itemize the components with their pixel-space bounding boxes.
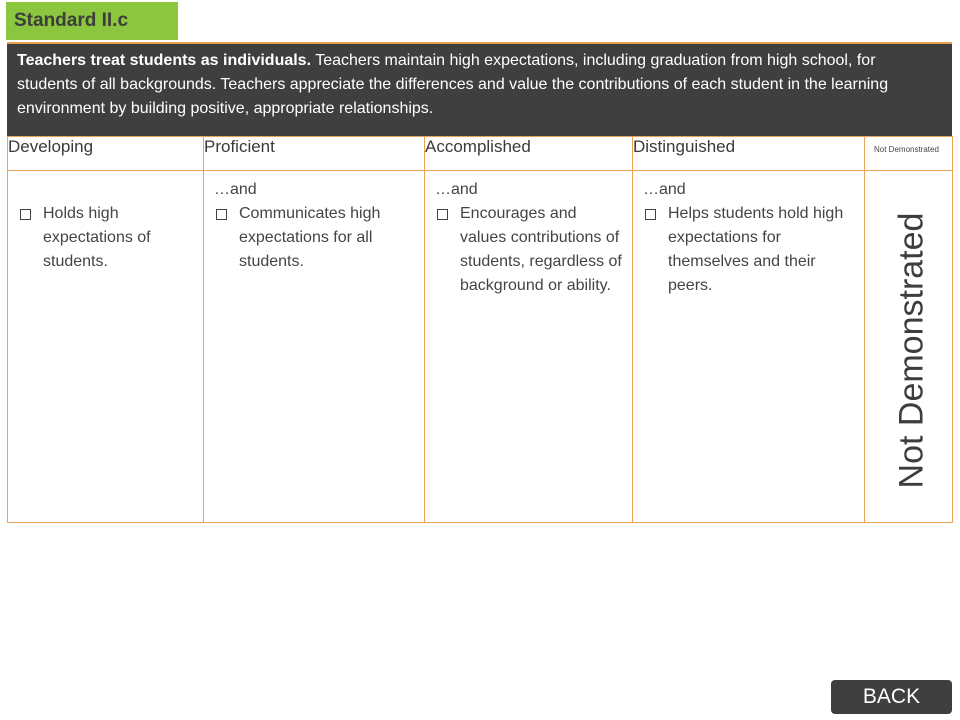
item-lead: …and [643,181,686,198]
rubric-item [435,202,622,298]
column-header-accomplished: Accomplished [425,137,633,171]
cell-distinguished [633,171,865,523]
rubric-header-row [8,137,953,171]
item-text: Encourages and values contributions of students, regardless of background or ability. [460,205,622,294]
standard-statement: Teachers treat students as individuals. [17,52,312,69]
rubric-item [643,202,854,298]
item-text: Holds high expectations of students. [43,205,151,270]
back-button[interactable]: BACK [831,680,952,714]
standard-tag: Standard II.c [6,2,178,40]
column-header-proficient: Proficient [204,137,425,171]
rubric-table [7,136,953,523]
not-demonstrated-label [872,175,952,525]
item-text: Communicates high expectations for all students. [239,205,381,270]
standard-detail: Teachers maintain high expectations, including graduation from high school, for students of all backgrounds. Teachers appreciate the differences and value the contributions of each student in the learning environment by building positive, appropriate relationships. [17,52,889,117]
cell-developing [8,171,204,523]
item-lead: …and [435,181,478,198]
cell-proficient [204,171,425,523]
item-text: Helps students hold high expectations for themselves and their peers. [668,205,844,294]
column-header-not-demonstrated: Not Demonstrated [865,137,953,171]
column-header-developing: Developing [8,137,204,171]
standard-description [7,42,952,136]
not-demonstrated-text: Not Demonstrated [892,212,931,488]
item-lead: …and [214,181,257,198]
checkbox-icon [437,209,448,220]
column-header-distinguished: Distinguished [633,137,865,171]
checkbox-icon [645,209,656,220]
rubric-body-row [8,171,953,523]
checkbox-icon [216,209,227,220]
rubric-item [18,202,193,274]
checkbox-icon [20,209,31,220]
cell-accomplished [425,171,633,523]
rubric-item [214,202,414,274]
